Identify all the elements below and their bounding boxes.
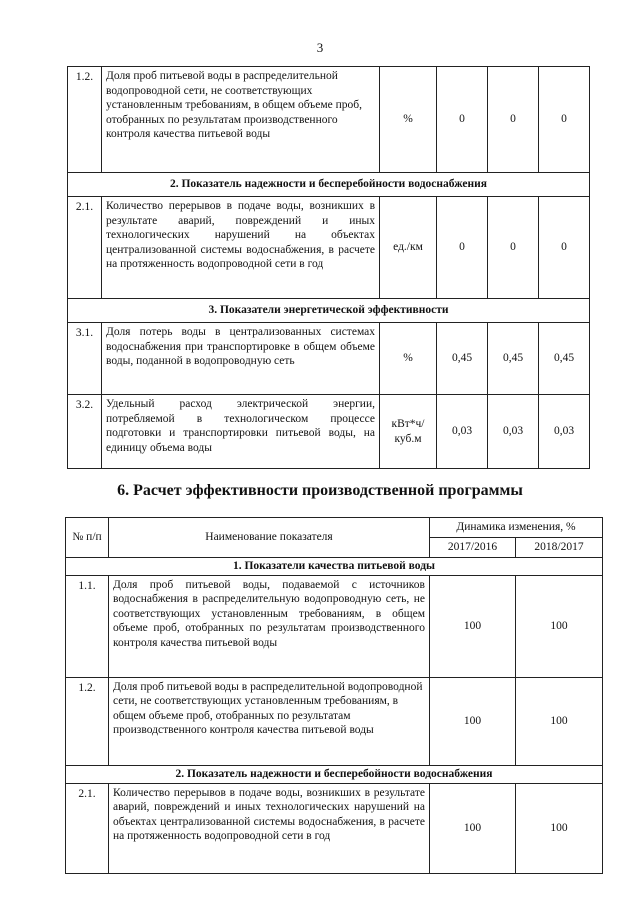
value-cell: 0 (437, 67, 488, 173)
value-cell: 0,03 (437, 395, 488, 469)
period-header: 2018/2017 (516, 538, 603, 558)
value-cell: 100 (516, 575, 603, 677)
section-title: 3. Показатели энергетической эффективности (68, 299, 590, 323)
value-cell: 0 (539, 197, 590, 299)
efficiency-table (65, 517, 603, 874)
value-cell: 0,03 (488, 395, 539, 469)
value-cell: 0 (488, 197, 539, 299)
table-row (66, 677, 603, 765)
unit-cell: ед./км (380, 197, 437, 299)
section-row (66, 765, 603, 783)
period-header: 2017/2016 (430, 538, 516, 558)
section-title: 2. Показатель надежности и бесперебойности водоснабжения (66, 765, 603, 783)
table-row (68, 67, 590, 173)
indicator-description: Количество перерывов в подаче воды, возникших в результате аварий, повреждений и иных технологических нарушений на объектах централизованной системы водоснабжения, в расчете на протяженность водопроводной сети в год (102, 197, 380, 299)
table-row (68, 323, 590, 395)
value-cell: 0,45 (437, 323, 488, 395)
row-number: 1.1. (66, 575, 109, 677)
row-number: 1.2. (68, 67, 102, 173)
value-cell: 100 (430, 575, 516, 677)
indicator-description: Доля проб питьевой воды в распределительной водопроводной сети, не соответствующих установленным требованиям, в общем объеме проб, отобранных по результатам производственного контроля качества питьевой воды (109, 677, 430, 765)
row-number: 2.1. (66, 783, 109, 873)
name-header: Наименование показателя (109, 518, 430, 558)
row-number: 3.1. (68, 323, 102, 395)
section-title: 1. Показатели качества питьевой воды (66, 557, 603, 575)
dynamics-header: Динамика изменения, % (430, 518, 603, 538)
value-cell: 0,03 (539, 395, 590, 469)
value-cell: 0 (488, 67, 539, 173)
unit-cell: % (380, 67, 437, 173)
indicator-description: Доля проб питьевой воды в распределительной водопроводной сети, не соответствующих установленным требованиям, в общем объеме проб, отобранных по результатам производственного контроля качества питьевой воды (102, 67, 380, 173)
table-row (66, 783, 603, 873)
unit-cell: % (380, 323, 437, 395)
value-cell: 0 (437, 197, 488, 299)
value-cell: 100 (430, 783, 516, 873)
indicator-description: Доля потерь воды в централизованных системах водоснабжения при транспортировке в общем объеме воды, поданной в водопроводную сеть (102, 323, 380, 395)
page-number: 3 (316, 40, 324, 55)
section-title: 2. Показатель надежности и бесперебойности водоснабжения (68, 173, 590, 197)
table-row (68, 395, 590, 469)
row-number: 2.1. (68, 197, 102, 299)
value-cell: 0,45 (488, 323, 539, 395)
number-header: № п/п (66, 518, 109, 558)
header-row (66, 518, 603, 538)
table-row (68, 197, 590, 299)
section-row (68, 299, 590, 323)
table-row (66, 575, 603, 677)
value-cell: 0 (539, 67, 590, 173)
indicator-description: Количество перерывов в подаче воды, возникших в результате аварий, повреждений и иных технологических нарушений на объектах централизованной системы водоснабжения, в расчете на протяженность водопроводной сети в год (109, 783, 430, 873)
section-row (66, 557, 603, 575)
unit-cell: кВт*ч/ куб.м (380, 395, 437, 469)
value-cell: 100 (516, 783, 603, 873)
section-row (68, 173, 590, 197)
section-heading: 6. Расчет эффективности производственной программы (117, 482, 523, 499)
value-cell: 100 (430, 677, 516, 765)
indicators-table (67, 66, 590, 469)
indicator-description: Доля проб питьевой воды, подаваемой с источников водоснабжения в распределительную водопроводную сеть, не соответствующих установленным требованиям, в общем объеме проб, отобранных по результатам производственного контроля качества питьевой воды (109, 575, 430, 677)
value-cell: 0,45 (539, 323, 590, 395)
indicator-description: Удельный расход электрической энергии, потребляемой в технологическом процессе подготовки и транспортировки питьевой воды, на единицу объема воды (102, 395, 380, 469)
value-cell: 100 (516, 677, 603, 765)
row-number: 1.2. (66, 677, 109, 765)
row-number: 3.2. (68, 395, 102, 469)
